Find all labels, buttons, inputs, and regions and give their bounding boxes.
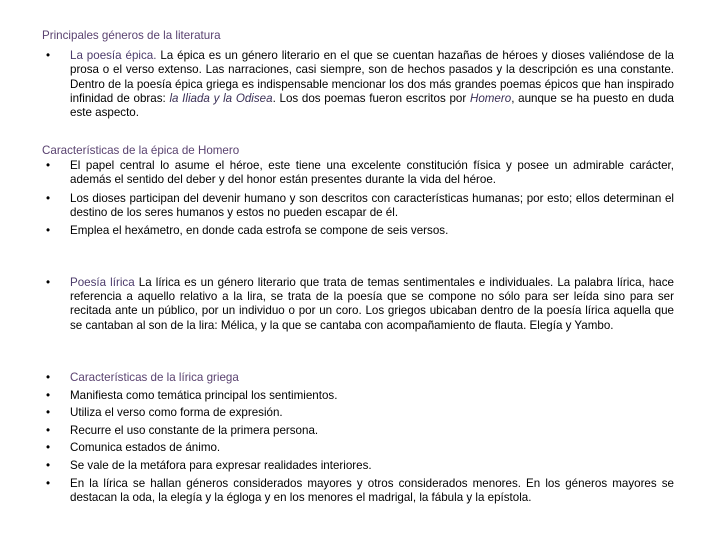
bullet-icon: •: [46, 159, 51, 173]
list-item-text: Comunica estados de ánimo.: [70, 441, 221, 455]
list-item-text: Recurre el uso constante de la primera persona.: [70, 423, 319, 437]
list-item: [42, 457, 674, 475]
section-lyric: [42, 276, 674, 333]
list-item: [42, 439, 674, 457]
list-item: [42, 387, 674, 405]
bullet-icon: •: [46, 406, 51, 420]
bullet-icon: •: [46, 441, 51, 455]
bullet-icon: •: [46, 458, 51, 472]
bullet-icon: •: [46, 388, 51, 402]
list-item: [42, 159, 674, 187]
lyric-text: La lírica es un género literario que trata de temas sentimentales e individuales. La palabra lírica, hace referencia a aquello relativo a la lira, se trata de la poesía que se compone no sólo para ser leída sino para ser recitada ante un público, por un individuo o por un coro. Los griegos ubicaban dentro de la poesía lírica aquella que se cantaban al son de la lira: Mélica, y la que se cantaba con acompañamiento de flauta. Elegía y Yambo.: [70, 276, 674, 332]
epic-text-a: La épica es un género literario en el que se cuentan hazañas de héroes y dioses valiéndose de la prosa o el verso extenso. Las narraciones, casi siempre, son de hechos pasados y la descripción es una constante. Dentro de la poesía épica griega es indispensable mencionar los dos más grandes poemas épicos que han inspirado infinidad de obras:: [70, 49, 674, 105]
list-item-text: En la lírica se hallan géneros considerados mayores y otros considerados menores. En los géneros mayores se destacan la oda, la elegía y la égloga y en los menores el madrigal, la fábula y la epístola.: [70, 476, 674, 504]
list-item-text: Los dioses participan del devenir humano y son descritos con características humanas; por esto; ellos determinan el destino de los seres humanos y estos no pueden escapar de él.: [70, 191, 674, 219]
bullet-icon: •: [46, 371, 51, 384]
bullet-icon: •: [46, 476, 51, 490]
bullet-icon: •: [46, 224, 51, 238]
list-item-text: Utiliza el verso como forma de expresión.: [70, 406, 283, 420]
section-lyric-features: [42, 369, 674, 505]
list-item-epic: [42, 49, 674, 120]
list-item: [42, 224, 674, 238]
section-title-genres: Principales géneros de la literatura: [42, 29, 221, 42]
list-item: [42, 477, 674, 505]
bullet-icon: •: [46, 276, 51, 289]
list-item-text: Se vale de la metáfora para expresar realidades interiores.: [70, 458, 372, 472]
bullet-icon: •: [46, 49, 51, 63]
list-item-text: Manifiesta como temática principal los sentimientos.: [70, 388, 338, 402]
epic-author: Homero: [469, 91, 512, 105]
lyric-lead: Poesía lírica: [70, 276, 135, 289]
list-item-title: [42, 369, 674, 387]
list-item: [42, 192, 674, 220]
list-item-text: Emplea el hexámetro, en donde cada estrofa se compone de seis versos.: [70, 224, 449, 238]
epic-lead: La poesía épica.: [70, 49, 157, 63]
section-title-homer: Características de la épica de Homero: [42, 144, 240, 157]
list-item: [42, 422, 674, 440]
epic-text-c: , aunque se ha puesto en duda este aspecto.: [70, 91, 674, 120]
bullet-icon: •: [46, 191, 51, 205]
section-genres: [42, 29, 674, 120]
list-item: [42, 404, 674, 422]
epic-works: la Iliada y la Odisea: [169, 91, 273, 105]
epic-text-b: . Los dos poemas fueron escritos por: [272, 91, 470, 105]
section-title-lyric-features: Características de la lírica griega: [70, 371, 239, 384]
bullet-icon: •: [46, 423, 51, 437]
list-item-text: El papel central lo asume el héroe, este tiene una excelente constitución física y posee un admirable carácter, además el sentido del deber y del honor están presentes durante la vida del héroe.: [70, 159, 674, 187]
section-homer: [42, 144, 674, 238]
list-item-lyric: [42, 276, 674, 333]
